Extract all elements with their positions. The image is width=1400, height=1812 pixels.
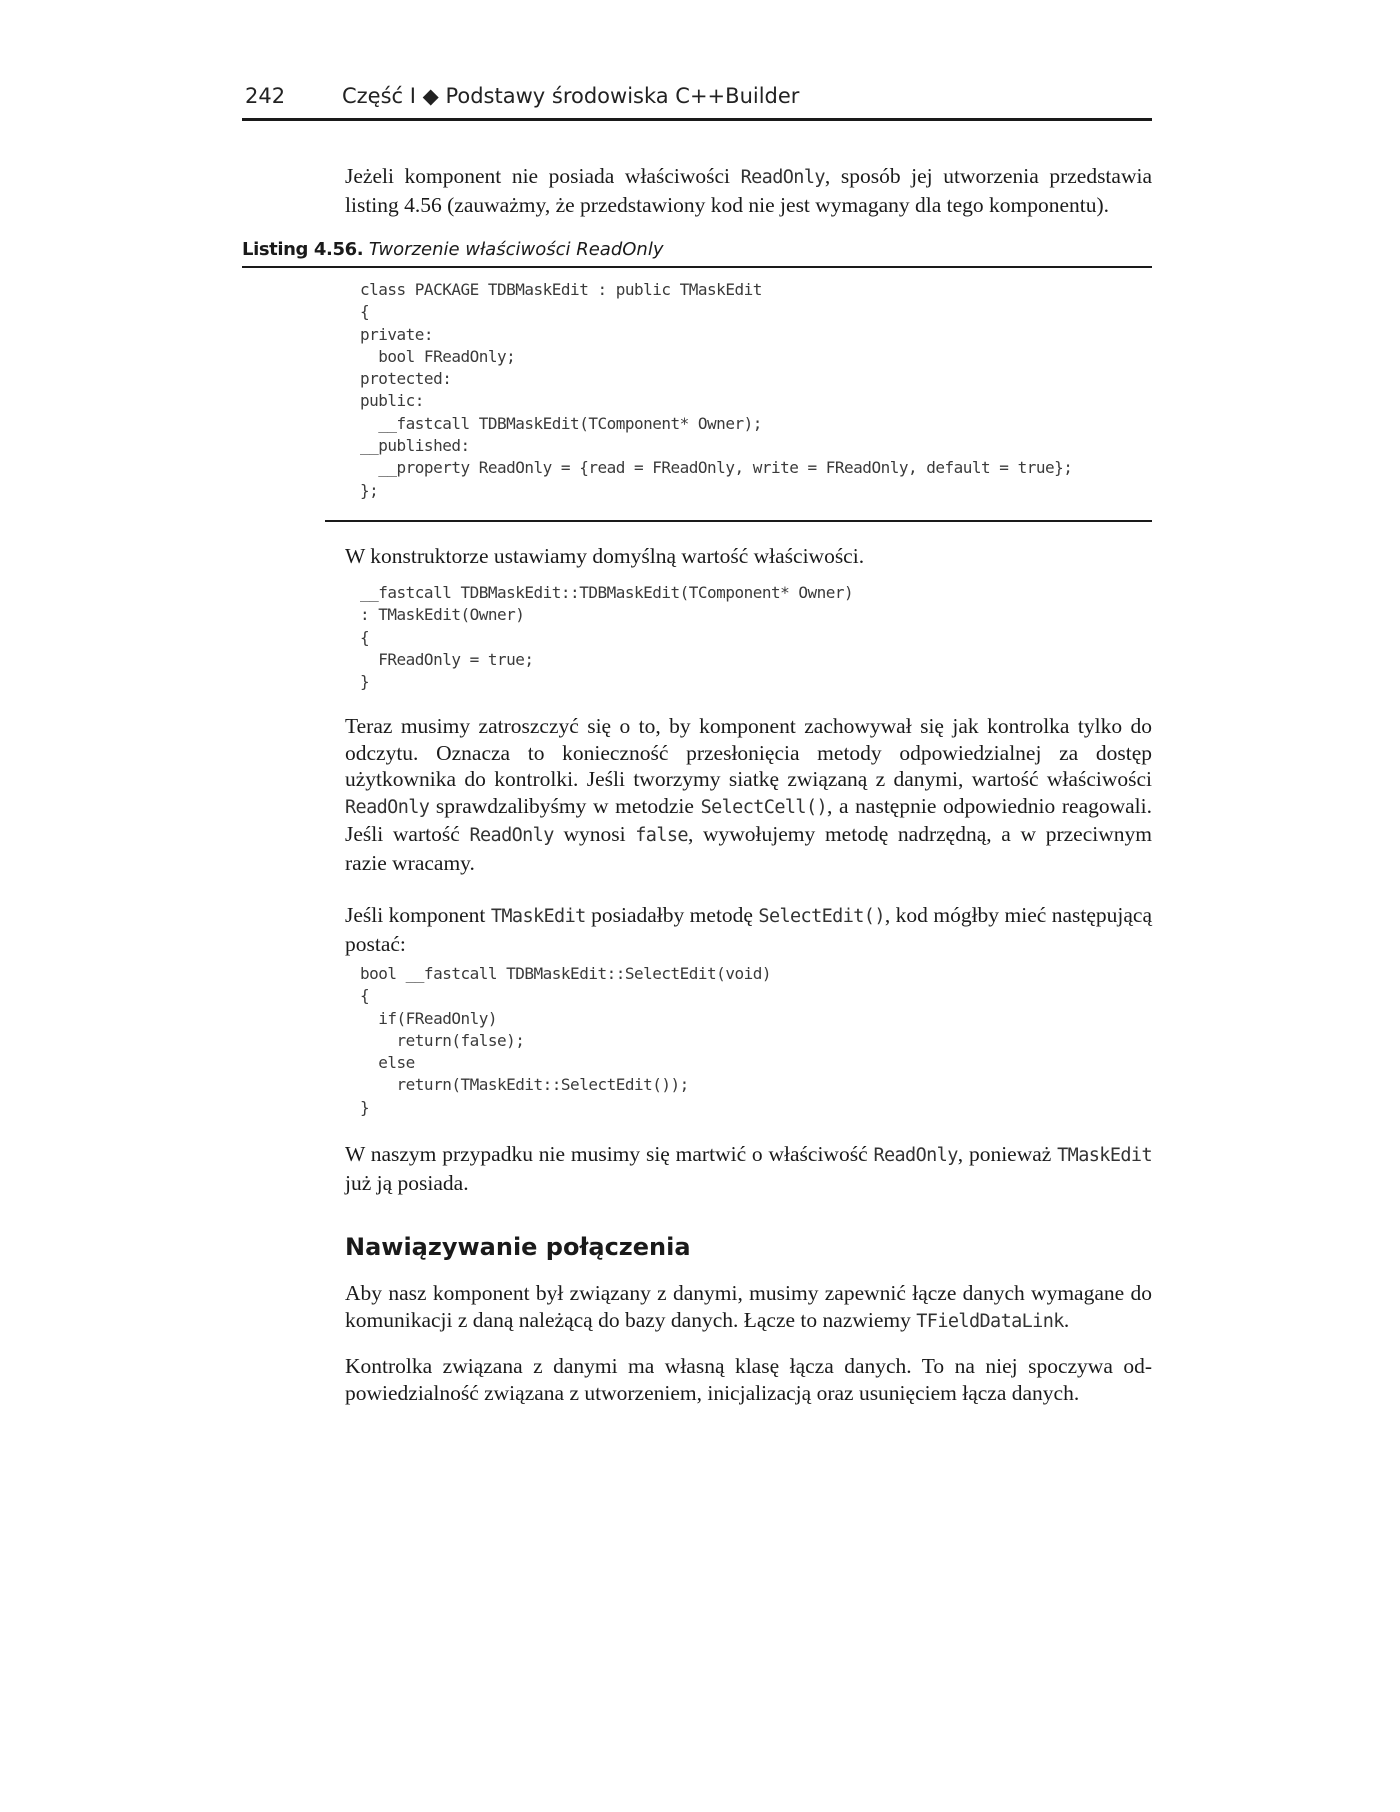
text-run: , a następnie odpowiednio reagowali. Jeśli wartość [345,793,1152,846]
text-run: posiadałby metodę [585,903,759,927]
running-title: Część I ◆ Podstawy środowiska C++Builder [342,84,800,108]
page-number: 242 [245,84,286,108]
paragraph-selectedit [345,902,1152,957]
listing-code-block: class PACKAGE TDBMaskEdit : public TMaskEdit { private: bool FReadOnly; protected: public: __fastcall TDBMaskEdit(TComponent* Owner); __published: __property ReadOnly = {read = FReadOnly, write = FReadOnly, default = true}; }; [360,280,1073,500]
selectedit-code-block: bool __fastcall TDBMaskEdit::SelectEdit(void) { if(FReadOnly) return(false); else return(TMaskEdit::SelectEdit()); } [360,964,771,1117]
paragraph-intro [345,163,1152,218]
text-run: W naszym przypadku nie musimy się martwić o właściwość [345,1142,874,1166]
section-heading: Nawiązywanie połączenia [345,1233,691,1261]
text-run: , wywołujemy metodę nadrzędną, a w przeciwnym razie wracamy. [345,822,1152,875]
text-run: już ją posiada. [345,1170,469,1195]
running-header [242,80,1152,121]
paragraph-case [345,1141,1152,1196]
text-run: Teraz musimy zatroszczyć się o to, by komponent zachowywał się jak kontrolka tylko do odczytu. Oznacza to konieczność przesłonięcia metody odpowiedzialnej za dostęp użytkownika do kontrolki. Jeśli tworzymy siatkę związaną z danymi, wartość właściwości [345,714,1152,791]
text-run: Aby nasz komponent był związany z danymi, musimy zapewnić łącze danych wymagane do komunikacji z daną należącą do bazy danych. Łącze to nazwiemy [345,1281,1152,1332]
inline-code: TMaskEdit [490,906,586,927]
listing-end-rule [325,520,1152,522]
inline-code: SelectEdit() [758,906,885,927]
text-run: . [1063,1307,1070,1332]
text-run: , ponieważ [957,1142,1058,1166]
text-run: , sposób jej utworzenia przedstawia listing 4.56 (zauważmy, że przedstawiony kod nie jest wymagany dla tego komponentu). [345,164,1152,217]
paragraph-readonly-behavior [345,713,1152,876]
inline-code: false [635,825,688,846]
text-run: Jeżeli komponent nie posiada właściwości [345,164,741,188]
text-run: wynosi [553,822,636,846]
listing-label: Listing 4.56. [242,239,364,260]
listing-title: Tworzenie właściwości ReadOnly [368,239,664,260]
inline-code: TFieldDataLink [916,1310,1064,1332]
text-run: , kod mógłby mieć następującą postać: [345,903,1152,956]
inline-code: ReadOnly [873,1145,958,1166]
paragraph-datalink-class: Kontrolka związana z danymi ma własną klasę łącza danych. To na niej spoczywa odpowiedzialność związana z utworzeniem, inicjalizacją oraz usunięciem łącza danych. [345,1354,1152,1405]
constructor-code-block: __fastcall TDBMaskEdit::TDBMaskEdit(TComponent* Owner) : TMaskEdit(Owner) { FReadOnly = true; } [360,583,854,692]
inline-code: ReadOnly [740,167,825,188]
text-run: sprawdzalibyśmy w metodzie [429,793,701,818]
text-run: Jeśli komponent [345,903,491,927]
inline-code: ReadOnly [469,825,554,846]
paragraph-datalink [345,1280,1152,1335]
inline-code: ReadOnly [345,796,430,818]
inline-code: TMaskEdit [1057,1145,1152,1166]
listing-caption [242,239,1152,268]
paragraph-constructor: W konstruktorze ustawiamy domyślną wartość właściwości. [345,544,865,568]
inline-code: SelectCell() [700,796,828,818]
